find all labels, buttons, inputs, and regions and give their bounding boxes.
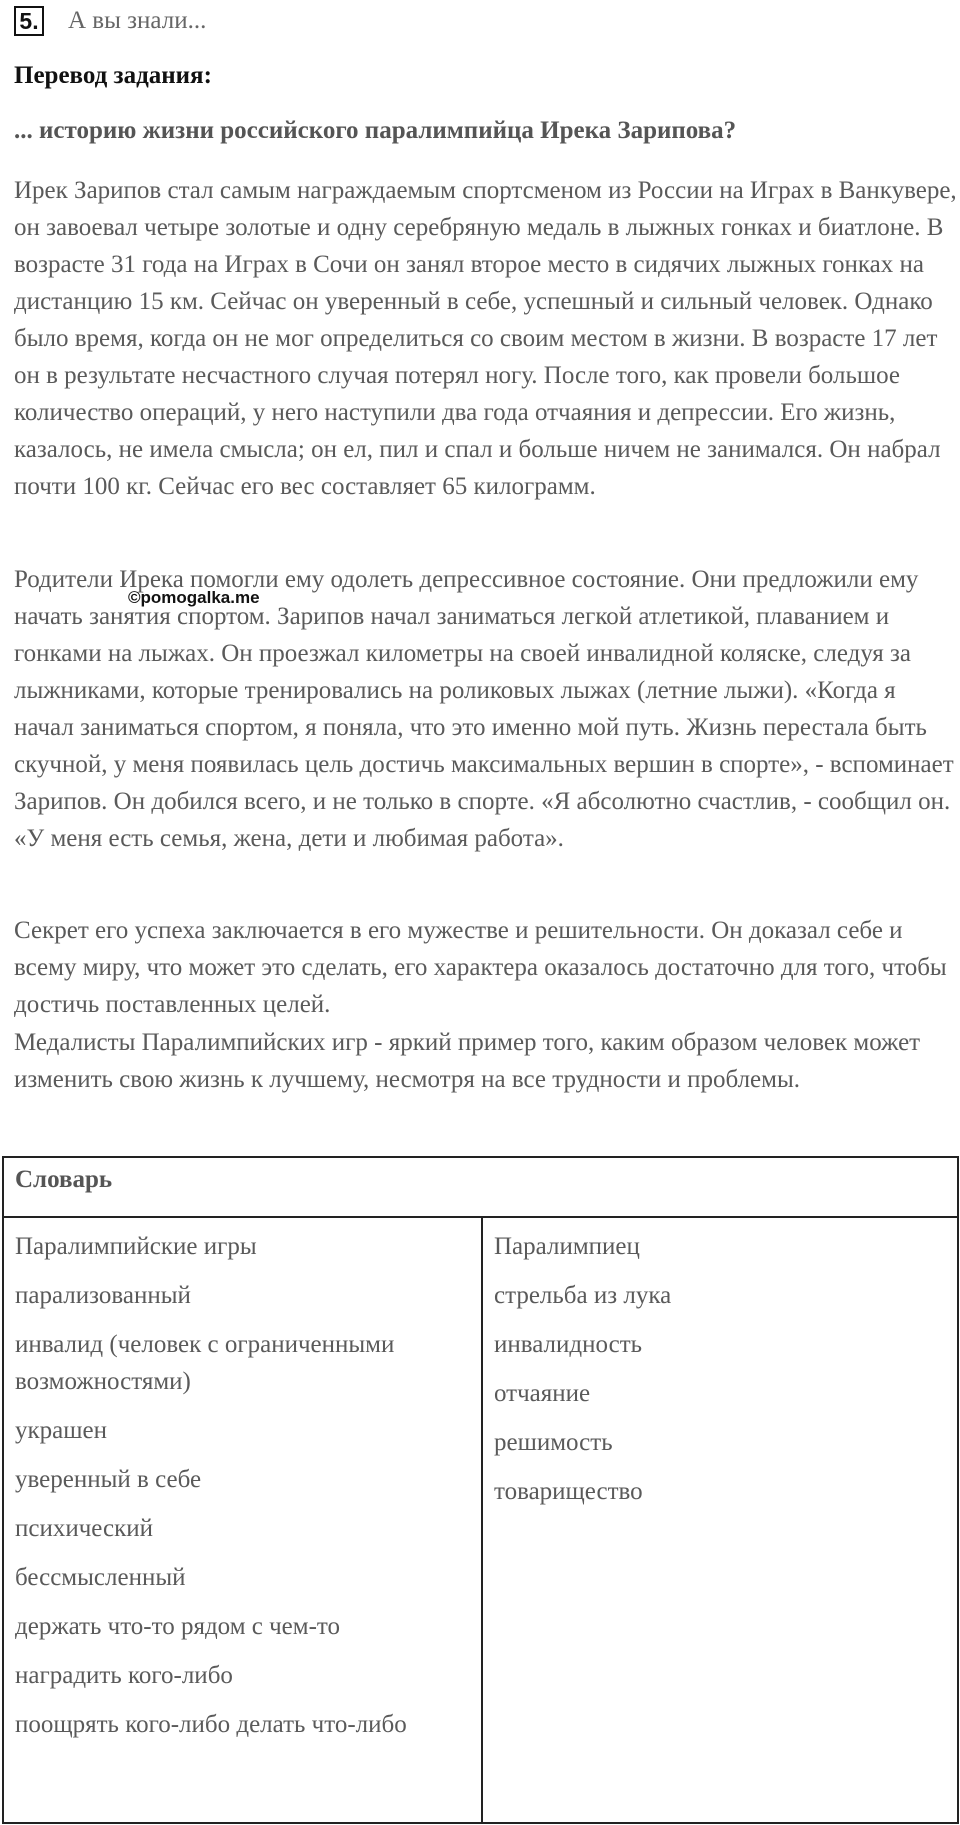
translation-heading: Перевод задания: bbox=[14, 62, 212, 89]
vocabulary-term: стрельба из лука bbox=[494, 1282, 672, 1309]
vocabulary-column-divider bbox=[481, 1216, 483, 1822]
vocabulary-right-column bbox=[494, 1216, 954, 1510]
paragraph-4: Медалисты Паралимпийских игр - яркий пример того, каким образом человек может изменить свою жизнь к лучшему, несмотря на все трудности и проблемы. bbox=[14, 1029, 921, 1093]
task-title: А вы знали... bbox=[68, 7, 207, 34]
vocabulary-term: психический bbox=[15, 1515, 154, 1542]
question-subheading: ... историю жизни российского паралимпийца Ирека Зарипова? bbox=[14, 117, 737, 144]
vocabulary-term: уверенный в себе bbox=[15, 1466, 202, 1493]
paragraph-2: Родители Ирека помогли ему одолеть депрессивное состояние. Они предложили ему начать занятия спортом. Зарипов начал заниматься легкой атлетикой, плаванием и гонками на лыжах. Он проезжал километры на своей инвалидной коляске, следуя за лыжниками, которые тренировались на роликовых лыжах (летние лыжи). «Когда я начал заниматься спортом, я поняла, что это именно мой путь. Жизнь перестала быть скучной, у меня появилась цель достичь максимальных вершин в спорте», - вспоминает Зарипов. Он добился всего, и не только в спорте. «Я абсолютно счастлив, - сообщил он. «У меня есть семья, жена, дети и любимая работа». bbox=[14, 566, 954, 852]
vocabulary-term: держать что-то рядом с чем-то bbox=[15, 1613, 341, 1640]
vocabulary-term: инвалидность bbox=[494, 1331, 643, 1358]
paragraph-3: Секрет его успеха заключается в его мужестве и решительности. Он доказал себе и всему миру, что может это сделать, его характера оказалось достаточно для того, чтобы достичь поставленных целей. bbox=[14, 917, 947, 1018]
watermark: ©pomogalka.me bbox=[128, 588, 260, 607]
vocabulary-term: решимость bbox=[494, 1429, 613, 1456]
vocabulary-term: бессмысленный bbox=[15, 1564, 186, 1591]
vocabulary-term: парализованный bbox=[15, 1282, 191, 1309]
task-number-badge: 5. bbox=[14, 6, 44, 36]
task-header bbox=[14, 4, 206, 38]
vocabulary-term: инвалид (человек с ограниченными возможностями) bbox=[15, 1331, 395, 1395]
vocabulary-term: поощрять кого-либо делать что-либо bbox=[15, 1711, 407, 1738]
vocabulary-title: Словарь bbox=[15, 1166, 113, 1193]
vocabulary-left-column bbox=[15, 1216, 475, 1743]
vocabulary-table bbox=[2, 1156, 959, 1824]
vocabulary-term: Паралимпиец bbox=[494, 1233, 640, 1260]
vocabulary-term: отчаяние bbox=[494, 1380, 591, 1407]
vocabulary-term: украшен bbox=[15, 1417, 107, 1444]
vocabulary-term: товарищество bbox=[494, 1478, 643, 1505]
vocabulary-term: наградить кого-либо bbox=[15, 1662, 233, 1689]
paragraph-1: Ирек Зарипов стал самым награждаемым спортсменом из России на Играх в Ванкувере, он завоевал четыре золотые и одну серебряную медаль в лыжных гонках и биатлоне. В возрасте 31 года на Играх в Сочи он занял второе место в сидячих лыжных гонках на дистанцию 15 км. Сейчас он уверенный в себе, успешный и сильный человек. Однако было время, когда он не мог определиться со своим местом в жизни. В возрасте 17 лет он в результате несчастного случая потерял ногу. После того, как провели большое количество операций, у него наступили два года отчаяния и депрессии. Его жизнь, казалось, не имела смысла; он ел, пил и спал и больше ничем не занимался. Он набрал почти 100 кг. Сейчас его вес составляет 65 килограмм. bbox=[14, 177, 957, 500]
vocabulary-term: Паралимпийские игры bbox=[15, 1233, 257, 1260]
